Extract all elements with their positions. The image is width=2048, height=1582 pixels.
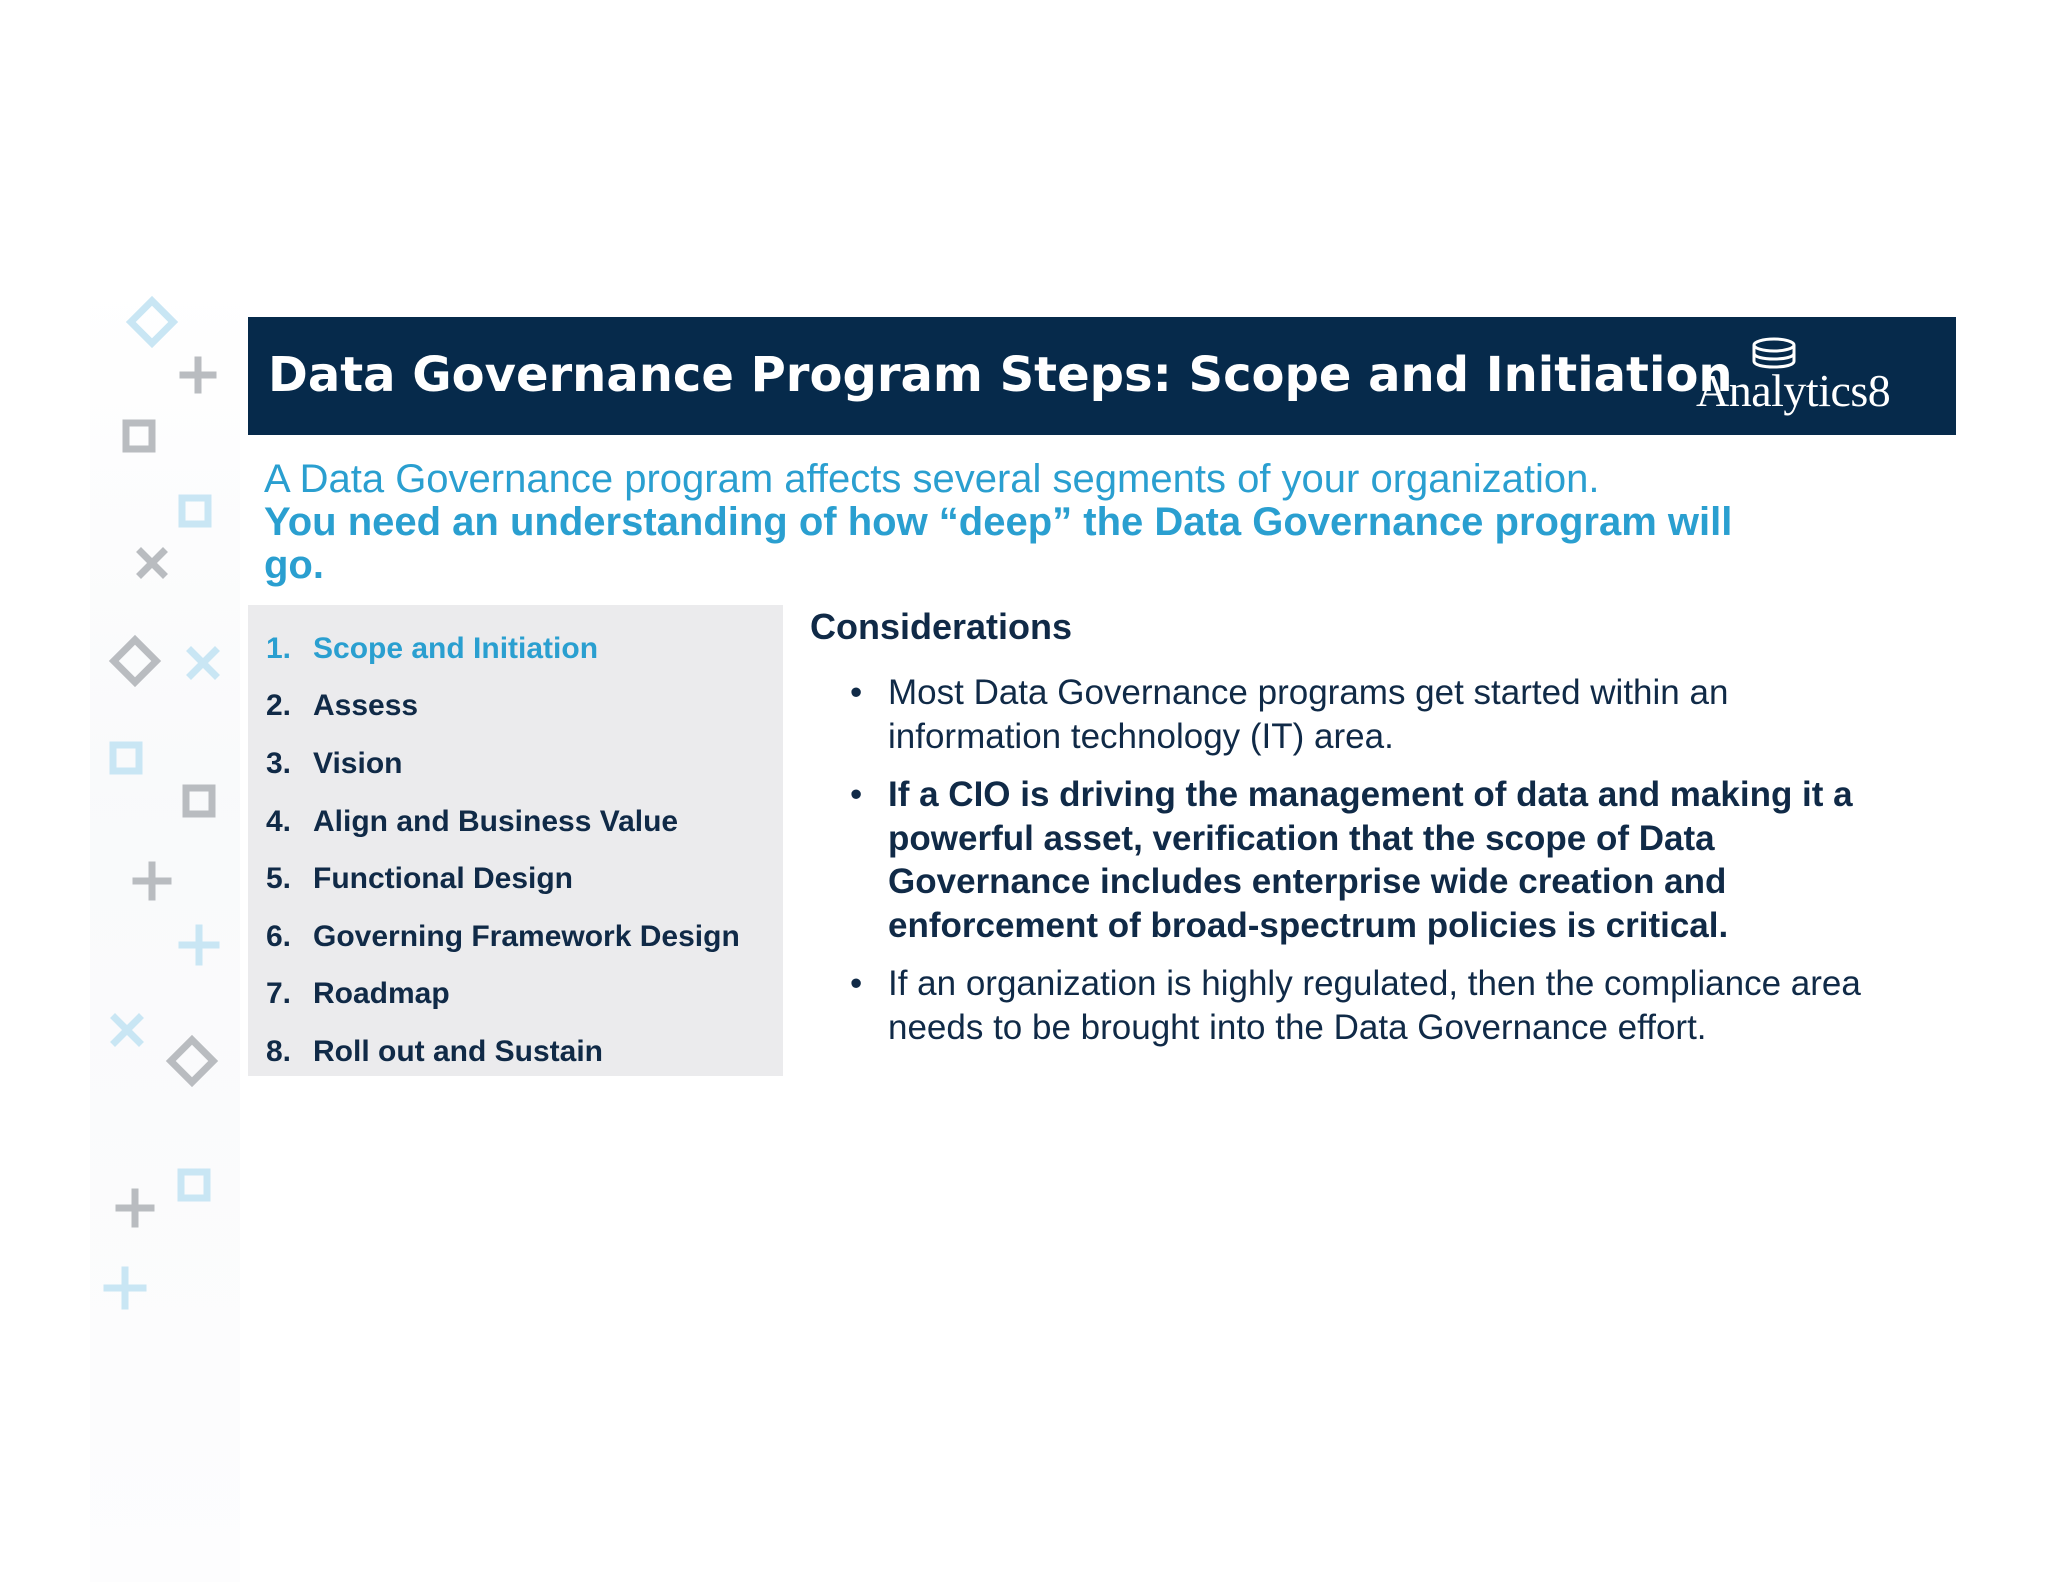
step-label: Assess [313, 689, 419, 723]
bullet-icon: • [850, 775, 863, 814]
step-item-functional-design [266, 850, 740, 908]
logo-text: Analytics8 [1696, 365, 1891, 416]
intro-text [264, 458, 1764, 587]
step-label: Align and Business Value [313, 804, 679, 838]
step-number: 3. [266, 746, 292, 780]
plus-icon [136, 865, 168, 897]
diamond-icon [114, 640, 156, 682]
consideration-item [810, 962, 1898, 1049]
steps-panel [248, 605, 783, 1076]
plus-icon [183, 360, 213, 390]
step-item-scope-and-initiation [266, 620, 740, 678]
consideration-item [810, 671, 1898, 758]
square-icon [113, 745, 139, 771]
step-number: 5. [266, 862, 292, 896]
square-icon [126, 423, 152, 449]
step-item-vision [266, 735, 740, 793]
plus-icon [182, 928, 216, 962]
decorative-icons [0, 0, 260, 1582]
consideration-item [810, 773, 1898, 947]
considerations-heading: Considerations [810, 606, 1073, 647]
square-icon [186, 788, 212, 814]
square-icon [182, 498, 208, 524]
step-number: 2. [266, 689, 292, 723]
step-number: 4. [266, 804, 292, 838]
bullet-icon: • [850, 964, 863, 1003]
consideration-text: If an organization is highly regulated, then the compliance area needs to be brought into the Data Governance effort. [888, 964, 1861, 1047]
plus-icon [119, 1192, 151, 1224]
analytics8-logo [1696, 337, 1916, 417]
step-item-governing-framework-design [266, 908, 740, 966]
step-label: Scope and Initiation [313, 631, 599, 665]
consideration-text: Most Data Governance programs get started within an information technology (IT) area. [888, 673, 1729, 756]
header-bar [248, 317, 1956, 435]
step-label: Roll out and Sustain [313, 1034, 603, 1068]
step-item-assess [266, 678, 740, 736]
square-icon [181, 1172, 207, 1198]
step-label: Functional Design [313, 862, 574, 896]
step-label: Governing Framework Design [313, 919, 740, 953]
consideration-text: If a CIO is driving the management of data and making it a powerful asset, verification that the scope of Data Governance includes enterprise wide creation and enforcement of broad-spectrum policies is critical. [888, 775, 1853, 945]
intro-line-1: A Data Governance program affects several segments of your organization. [264, 457, 1600, 501]
considerations-list [810, 671, 1910, 1049]
cross-icon [191, 651, 215, 675]
step-label: Vision [313, 746, 403, 780]
plus-icon [107, 1270, 143, 1306]
step-number: 6. [266, 919, 292, 953]
step-item-roadmap [266, 966, 740, 1024]
page-title: Data Governance Program Steps: Scope and Initiation [268, 347, 1733, 403]
steps-list [266, 620, 740, 1081]
cross-icon [141, 552, 163, 574]
bullet-icon: • [850, 673, 863, 712]
cross-icon [115, 1018, 139, 1042]
step-number: 8. [266, 1034, 292, 1068]
diamond-icon [131, 301, 173, 343]
step-item-align-business-value [266, 793, 740, 851]
step-number: 1. [266, 631, 292, 665]
intro-line-2: You need an understanding of how “deep” the Data Governance program will go. [264, 500, 1733, 587]
step-label: Roadmap [313, 977, 450, 1011]
step-item-roll-out-and-sustain [266, 1023, 740, 1081]
diamond-icon [171, 1040, 213, 1082]
step-number: 7. [266, 977, 292, 1011]
considerations-section [810, 605, 1910, 1064]
